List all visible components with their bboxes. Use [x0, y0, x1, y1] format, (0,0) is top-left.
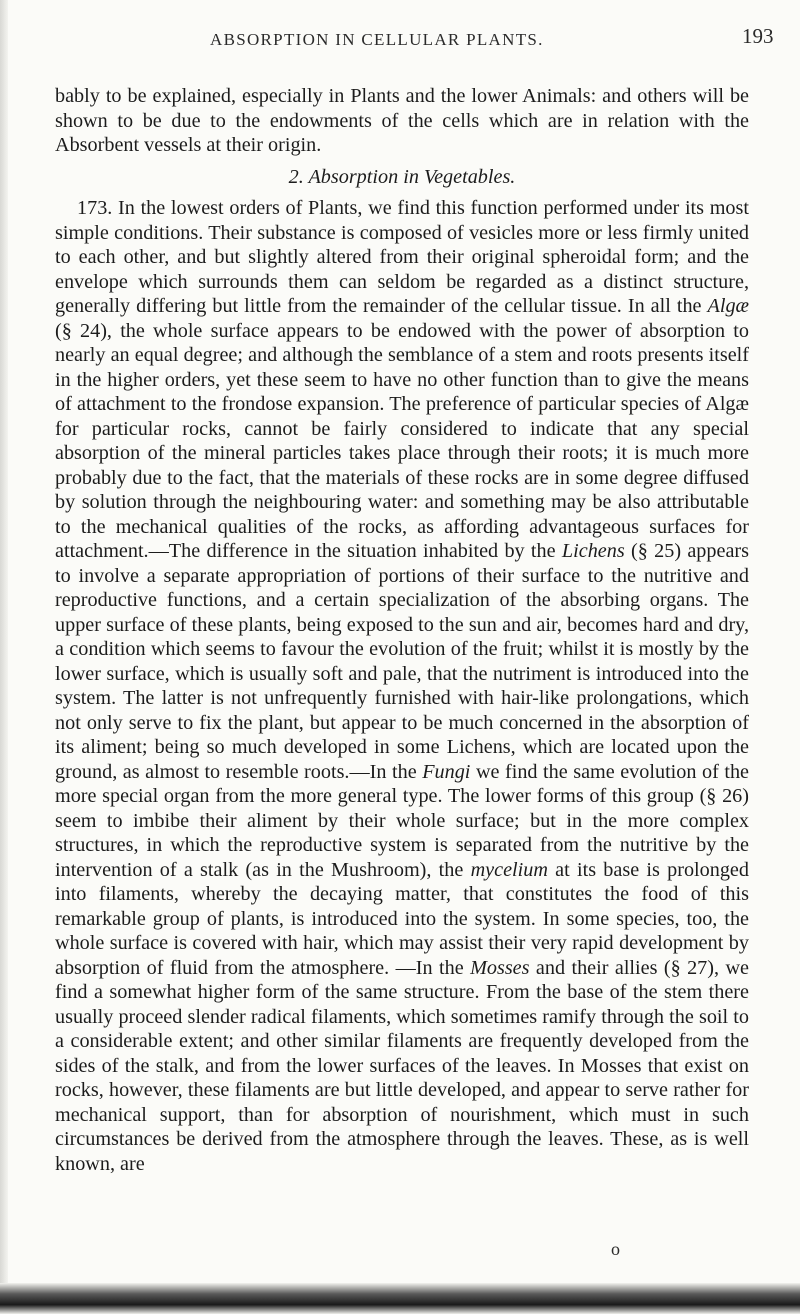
text-run: and their allies (§ 27), we find a somewhat higher form of the same structure. From the base of the stem there usually proceed slender radical filaments, which sometimes ramify through the soil to a considerable extent; and other similar filaments are frequently developed from the sides of the stalk, and from the lower surfaces of the leaves. In Mosses that exist on rocks, however, these filaments are but little developed, and appear to serve rather for mechanical support, than for absorption of nourishment, which must in such circumstances be derived from the atmosphere through the leaves. These, as is well known, are: [55, 956, 749, 1175]
italic-term-fungi: Fungi: [422, 760, 471, 783]
section-heading: 2. Absorption in Vegetables.: [288, 165, 516, 188]
italic-term-mosses: Mosses: [470, 956, 530, 979]
paragraph-173: [55, 196, 749, 1176]
page-number: 193: [742, 24, 774, 48]
running-head: ABSORPTION IN CELLULAR PLANTS.: [210, 30, 544, 49]
body-text: [55, 84, 749, 1176]
text-run: at its base is prolonged into filaments, whereby the decaying matter, that constitutes the food of this remarkable group of plants, is introduced into the system. In some species, too, the whole surface is covered with hair, which may assist their very rapid development by absorption of fluid from the atmosphere. —In the: [55, 858, 749, 979]
italic-term-algae: Algæ: [707, 295, 749, 317]
italic-term-lichens: Lichens: [561, 540, 625, 562]
italic-term-mycelium: mycelium: [470, 858, 548, 881]
text-run: 173. In the lowest orders of Plants, we find this function performed under its most simple conditions. Their substance is composed of vesicles more or less firmly united to each other, and but slightly altered from their original spheroidal form; and the envelope which surrounds them can seldom be regarded as a distinct structure, generally differing but little from the remainder of the cellular tissue. In all the: [55, 197, 749, 317]
text-run: we find the same evolution of the more special organ from the more general type. The lower forms of this group (§ 26) seem to imbibe their aliment by their whole surface; but in the more complex structures, in which the reproductive system is separated from the nutritive by the intervention of a stalk (as in the Mushroom), the: [55, 760, 749, 881]
intro-paragraph: bably to be explained, especially in Plants and the lower Animals: and others will be shown to be due to the endowments of the cells which are in relation with the Absorbent vessels at their origin.: [55, 85, 749, 156]
page-binding-edge: [0, 0, 8, 1314]
signature-mark: o: [611, 1239, 620, 1259]
page-bottom-edge: [0, 1283, 800, 1314]
text-run: (§ 24), the whole surface appears to be endowed with the power of absorption to nearly an equal degree; and although the semblance of a stem and roots presents itself in the higher orders, yet these seem to have no other function than to give the means of attachment to the frondose expansion. The preference of particular species of Algæ for particular rocks, cannot be fairly considered to indicate that any special absorption of the mineral particles takes place through their roots; it is much more probably due to the fact, that the materials of these rocks are in some degree diffused by solution through the neighbouring water: and something may be also attributable to the mechanical qualities of the rocks, as affording advantageous surfaces for attachment.—The difference in the situation inhabited by the: [55, 319, 749, 562]
text-run: (§ 25) appears to involve a separate appropriation of portions of their surface to the nutritive and reproductive functions, and a certain specialization of the absorbing organs. The upper surface of these plants, being exposed to the sun and air, becomes hard and dry, a condition which seems to favour the evolution of the fruit; whilst it is mostly by the lower surface, which is usually soft and pale, that the nutriment is introduced into the system. The latter is not unfrequently furnished with hair-like prolongations, which not only serve to fix the plant, but appear to be much concerned in the absorption of its aliment; being so much developed in some Lichens, which are located upon the ground, as almost to resemble roots.—In the: [55, 540, 749, 783]
